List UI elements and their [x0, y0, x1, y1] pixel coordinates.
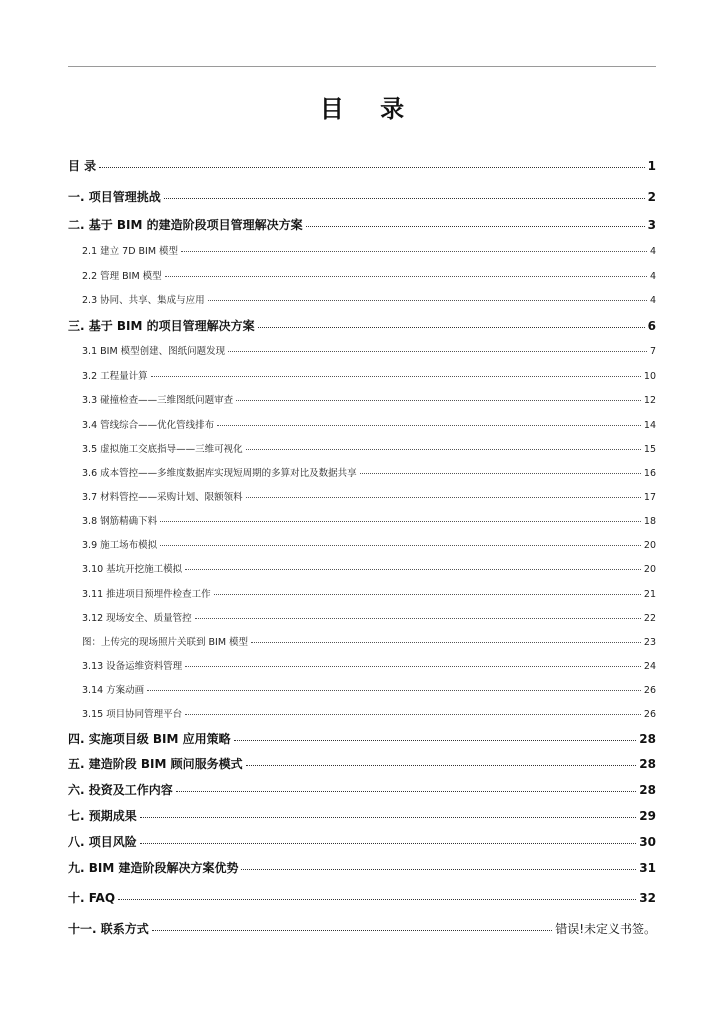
toc-entry[interactable]: [68, 808, 656, 824]
toc-leader-dots: [246, 765, 637, 766]
toc-leader-dots: [147, 690, 641, 691]
toc-leader-dots: [181, 251, 647, 252]
toc-entry[interactable]: [68, 588, 656, 601]
toc-entry-page: 26: [643, 709, 656, 720]
toc-entry[interactable]: [68, 636, 656, 649]
toc-leader-dots: [152, 930, 552, 931]
toc-entry-label: 3.14 方案动画: [82, 685, 145, 696]
toc-entry-label: 3.10 基坑开挖施工模拟: [82, 564, 183, 575]
toc-entry[interactable]: [68, 860, 656, 876]
toc-entry-label: 2.3 协同、共享、集成与应用: [82, 295, 205, 306]
toc-entry[interactable]: [68, 370, 656, 383]
toc-entry-label: 九. BIM 建造阶段解决方案优势: [68, 861, 239, 875]
toc-entry-page: 14: [643, 420, 656, 431]
toc-entry-label: 图：上传完的现场照片关联到 BIM 模型: [82, 637, 249, 648]
toc-entry-page: 24: [643, 661, 656, 672]
toc-entry-page: 32: [639, 891, 656, 905]
toc-entry-label: 一. 项目管理挑战: [68, 190, 161, 204]
toc-leader-dots: [176, 791, 637, 792]
toc-entry[interactable]: [68, 563, 656, 576]
toc-entry-label: 3.9 施工场布模拟: [82, 540, 158, 551]
toc-entry-page: 6: [647, 319, 656, 333]
toc-entry[interactable]: [68, 890, 656, 906]
toc-entry-label: 3.12 现场安全、质量管控: [82, 613, 192, 624]
toc-leader-dots: [164, 198, 645, 199]
toc-leader-dots: [185, 569, 641, 570]
toc-leader-dots: [165, 276, 647, 277]
toc-entry-label: 二. 基于 BIM 的建造阶段项目管理解决方案: [68, 218, 303, 232]
toc-leader-dots: [160, 545, 641, 546]
toc-entry-label: 3.8 钢筋精确下料: [82, 516, 158, 527]
toc-entry[interactable]: [68, 515, 656, 528]
toc-entry-page: 30: [639, 835, 656, 849]
toc-entry-page: 4: [649, 246, 656, 257]
toc-entry-label: 3.7 材料管控——采购计划、限额领料: [82, 492, 243, 503]
toc-entry-page: 17: [643, 492, 656, 503]
toc-entry-page: 21: [643, 589, 656, 600]
toc-entry-label: 六. 投资及工作内容: [68, 783, 173, 797]
toc-entry-page: 28: [639, 757, 656, 771]
toc-entry-page: 26: [643, 685, 656, 696]
toc-leader-dots: [246, 497, 641, 498]
toc-entry[interactable]: [68, 419, 656, 432]
toc-entry[interactable]: [68, 708, 656, 721]
toc-leader-dots: [140, 817, 637, 818]
toc-entry-label: 3.1 BIM 模型创建、图纸问题发现: [82, 346, 226, 357]
toc-leader-dots: [118, 899, 636, 900]
toc-entry-label: 七. 预期成果: [68, 809, 137, 823]
toc-entry[interactable]: [68, 660, 656, 673]
toc-entry-label: 2.1 建立 7D BIM 模型: [82, 246, 179, 257]
toc-leader-dots: [258, 327, 645, 328]
toc-entry-label: 3.15 项目协同管理平台: [82, 709, 183, 720]
toc-entry[interactable]: [68, 270, 656, 283]
toc-leader-dots: [228, 351, 647, 352]
toc-leader-dots: [185, 714, 641, 715]
toc-entry-page: 2: [647, 190, 656, 204]
toc-entry-label: 十. FAQ: [68, 891, 116, 905]
toc-entry-label: 十一. 联系方式: [68, 922, 149, 936]
toc-entry-page: 12: [643, 395, 656, 406]
toc-entry-page: 15: [643, 444, 656, 455]
toc-entry[interactable]: [68, 539, 656, 552]
toc-leader-dots: [185, 666, 641, 667]
toc-entry-label: 八. 项目风险: [68, 835, 137, 849]
toc-leader-dots: [217, 425, 641, 426]
table-of-contents: [68, 0, 656, 1024]
toc-leader-dots: [208, 300, 647, 301]
toc-entry[interactable]: [68, 443, 656, 456]
toc-entry[interactable]: [68, 834, 656, 850]
toc-entry-page: 23: [643, 637, 656, 648]
toc-entry-label: 3.5 虚拟施工交底指导——三维可视化: [82, 444, 243, 455]
toc-entry-label: 3.11 推进项目预埋件检查工作: [82, 589, 211, 600]
toc-entry[interactable]: [68, 345, 656, 358]
toc-entry-page: 18: [643, 516, 656, 527]
toc-entry[interactable]: [68, 318, 656, 334]
toc-leader-dots: [234, 740, 637, 741]
toc-leader-dots: [195, 618, 641, 619]
toc-entry[interactable]: [68, 467, 656, 480]
toc-leader-dots: [140, 843, 637, 844]
toc-entry-page: 1: [647, 159, 656, 173]
toc-entry[interactable]: [68, 684, 656, 697]
toc-entry-page: 29: [639, 809, 656, 823]
toc-entry-label: 3.3 碰撞检查——三维图纸问题审查: [82, 395, 234, 406]
toc-entry[interactable]: [68, 245, 656, 258]
toc-entry-label: 三. 基于 BIM 的项目管理解决方案: [68, 319, 255, 333]
page-title: 目 录: [319, 94, 419, 123]
toc-entry-label: 五. 建造阶段 BIM 顾问服务模式: [68, 757, 243, 771]
toc-entry[interactable]: [68, 782, 656, 798]
toc-entry[interactable]: [68, 921, 656, 937]
toc-entry-page: 4: [649, 295, 656, 306]
toc-entry-label: 3.13 设备运维资料管理: [82, 661, 183, 672]
toc-entry-page: 3: [647, 218, 656, 232]
toc-leader-dots: [306, 226, 645, 227]
toc-entry[interactable]: [68, 189, 656, 205]
toc-entry-label: 3.6 成本管控——多维度数据库实现短周期的多算对比及数据共享: [82, 468, 357, 479]
toc-entry-label: 目 录: [68, 159, 97, 173]
toc-leader-dots: [151, 376, 641, 377]
toc-entry[interactable]: [68, 756, 656, 772]
toc-leader-dots: [360, 473, 641, 474]
toc-entry-label: 3.2 工程量计算: [82, 371, 148, 382]
toc-entry-page: 28: [639, 732, 656, 746]
toc-entry[interactable]: [68, 394, 656, 407]
toc-leader-dots: [241, 869, 636, 870]
toc-entry[interactable]: [68, 294, 656, 307]
toc-entry[interactable]: [68, 158, 656, 174]
toc-entry-page: 7: [649, 346, 656, 357]
toc-entry-label: 四. 实施项目级 BIM 应用策略: [68, 732, 231, 746]
toc-entry[interactable]: [68, 612, 656, 625]
toc-entry-page: 22: [643, 613, 656, 624]
toc-entry-page: 错误!未定义书签。: [555, 922, 656, 936]
toc-entry-label: 2.2 管理 BIM 模型: [82, 271, 162, 282]
toc-entry[interactable]: [68, 217, 656, 233]
toc-leader-dots: [251, 642, 641, 643]
toc-entry-page: 20: [643, 564, 656, 575]
toc-entry-page: 31: [639, 861, 656, 875]
toc-leader-dots: [99, 167, 644, 168]
toc-entry-label: 3.4 管线综合——优化管线排布: [82, 420, 215, 431]
toc-leader-dots: [214, 594, 641, 595]
toc-entry-page: 28: [639, 783, 656, 797]
toc-leader-dots: [236, 400, 641, 401]
toc-entry-page: 16: [643, 468, 656, 479]
toc-leader-dots: [160, 521, 641, 522]
toc-entry-page: 20: [643, 540, 656, 551]
toc-entry-page: 10: [643, 371, 656, 382]
toc-entry-page: 4: [649, 271, 656, 282]
toc-leader-dots: [246, 449, 641, 450]
toc-entry[interactable]: [68, 491, 656, 504]
toc-entry[interactable]: [68, 731, 656, 747]
